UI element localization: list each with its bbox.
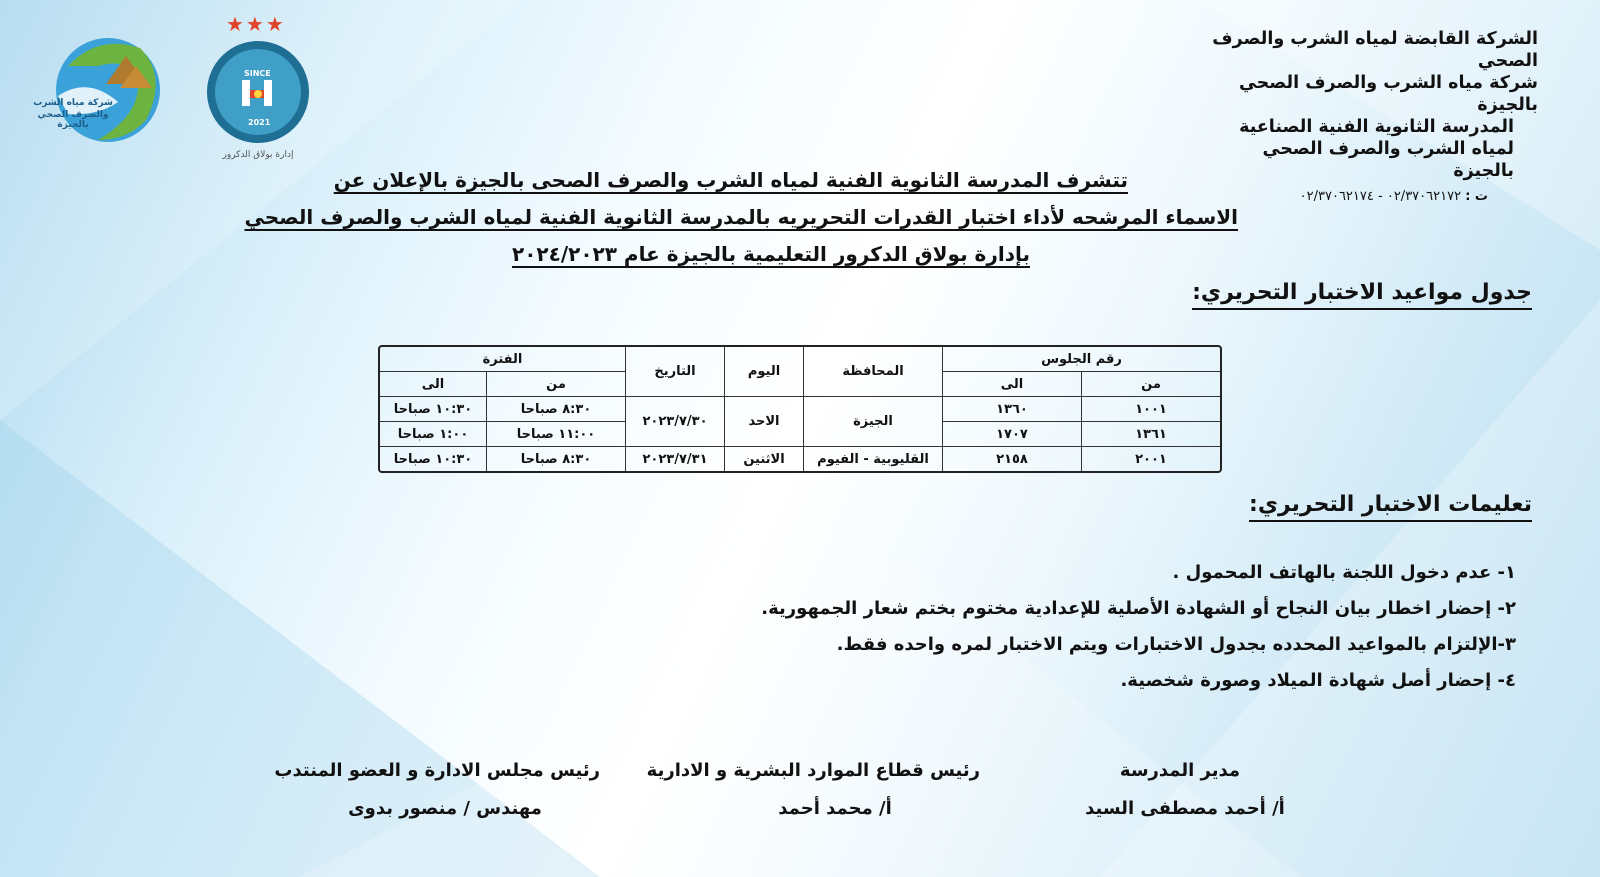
schedule-title: جدول مواعيد الاختبار التحريري: (1192, 280, 1532, 310)
time-from-cell: ٨:٣٠ صباحا (486, 447, 625, 471)
seat-to-cell: ٢١٥٨ (942, 447, 1081, 471)
schedule-table (378, 345, 1222, 473)
header-governorate: المحافظة (803, 347, 942, 397)
date-cell: ٢٠٢٣/٧/٣٠ (625, 397, 724, 447)
time-to-cell: ١:٠٠ صباحا (380, 422, 486, 447)
headline-line-3: بإدارة بولاق الدكرور التعليمية بالجيزة عام ٢٠٢٤/٢٠٢٣ (512, 242, 1030, 266)
seat-from-cell: ٢٠٠١ (1081, 447, 1220, 471)
seat-to-cell: ١٧٠٧ (942, 422, 1081, 447)
seat-from-cell: ١٠٠١ (1081, 397, 1220, 422)
org-line-3: المدرسة الثانوية الفنية الصناعية (1239, 117, 1514, 137)
table-row (380, 447, 1220, 471)
signature-name-board-chairman: مهندس / منصور بدوى (348, 798, 542, 819)
school-logo (200, 12, 316, 162)
signature-title-hr-head: رئيس قطاع الموارد البشرية و الادارية (646, 760, 980, 781)
company-logo (28, 36, 168, 144)
instruction-item-4: ٤- إحضار أصل شهادة الميلاد وصورة شخصية. (1120, 670, 1516, 691)
seat-to-cell: ١٣٦٠ (942, 397, 1081, 422)
org-line-4: لمياه الشرب والصرف الصحي بالجيزة (1262, 139, 1514, 181)
school-logo-year: 2021 (248, 118, 271, 127)
day-cell: الاثنين (724, 447, 803, 471)
header-seat-to: الى (942, 372, 1081, 397)
instruction-item-2: ٢- إحضار اخطار بيان النجاح أو الشهادة الأصلية للإعدادية مختوم بختم شعار الجمهورية. (761, 598, 1516, 619)
instruction-item-3: ٣-الإلتزام بالمواعيد المحدده بجدول الاختبارات ويتم الاختبار لمره واحده فقط. (836, 634, 1516, 655)
header-day: اليوم (724, 347, 803, 397)
signature-name-hr-head: أ/ محمد أحمد (778, 798, 892, 819)
table-row (380, 397, 1220, 422)
signature-name-school-director: أ/ أحمد مصطفى السيد (1085, 798, 1285, 819)
time-to-cell: ١٠:٣٠ صباحا (393, 451, 473, 467)
header-period-from: من (486, 372, 625, 397)
table-header-row (380, 347, 1220, 372)
headline-line-1: تتشرف المدرسة الثانوية الفنية لمياه الشرب والصرف الصحى بالجيزة بالإعلان عن (333, 168, 1128, 192)
date-cell: ٢٠٢٣/٧/٣١ (625, 447, 724, 471)
seat-from-cell: ١٣٦١ (1081, 422, 1220, 447)
header-period-to: الى (380, 372, 486, 397)
phone-label: ت : (1465, 189, 1488, 204)
header-seat-number: رقم الجلوس (942, 347, 1220, 372)
org-line-2: شركة مياه الشرب والصرف الصحي بالجيزة (1238, 73, 1538, 115)
signature-title-school-director: مدير المدرسة (1119, 760, 1241, 781)
day-cell: الاحد (724, 397, 803, 447)
time-from-cell: ١١:٠٠ صباحا (486, 422, 625, 447)
star-icons: ★★★ (226, 12, 286, 36)
signature-title-board-chairman: رئيس مجلس الادارة و العضو المنتدب (274, 760, 600, 781)
instructions-title: تعليمات الاختبار التحريري: (1249, 492, 1532, 522)
company-logo-text-1: شركة مياه الشرب (33, 98, 113, 108)
org-phone (1208, 186, 1538, 208)
time-to-cell: ١٠:٣٠ صباحا (380, 397, 486, 422)
phone-numbers: ٠٢/٣٧٠٦٢١٧٢ - ٠٢/٣٧٠٦٢١٧٤ (1299, 189, 1462, 204)
company-logo-text-2: والصرف الصحي بالجيزة (37, 110, 109, 130)
org-line-1: الشركة القابضة لمياه الشرب والصرف الصحي (1212, 29, 1538, 71)
governorate-cell: الجيزة (803, 397, 942, 447)
organization-header (1208, 28, 1538, 208)
header-date: التاريخ (625, 347, 724, 397)
instruction-item-1: ١- عدم دخول اللجنة بالهاتف المحمول . (1172, 562, 1516, 583)
header-seat-from: من (1081, 372, 1220, 397)
headline-line-2: الاسماء المرشحه لأداء اختبار القدرات التحريريه بالمدرسة الثانوية الفنية لمياه الشرب والصرف الصحي (244, 205, 1238, 229)
header-period: الفترة (380, 347, 625, 372)
time-from-cell: ٨:٣٠ صباحا (486, 397, 625, 422)
governorate-cell: القليوبية - الفيوم (803, 447, 942, 471)
school-logo-since: SINCE (244, 69, 271, 78)
school-logo-caption: إدارة بولاق الدكرور (222, 150, 294, 160)
